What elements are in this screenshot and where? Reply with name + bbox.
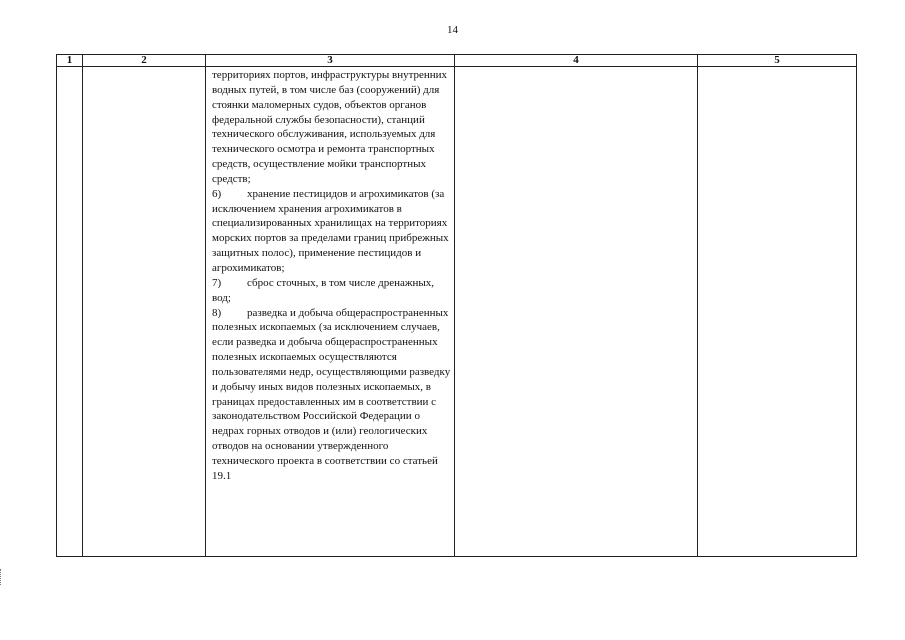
cell-column-5: [698, 67, 857, 557]
item-text: разведка и добыча общераспространенных полезных ископаемых (за исключением случаев, если разведка и добыча общераспространенных полезных ископаемых осуществляются пользователями недр, осуществляющими разведку и добычу иных видов полезных ископаемых, в границах предоставленных им в соответствии с законодательством Российской Федерации о недрах горных отводов и (или) геологических отводов на основании утвержденного технического проекта в соответствии со статьей 19.1: [212, 306, 451, 482]
list-item-7: [212, 276, 452, 306]
list-item-8: [212, 306, 452, 484]
intro-paragraph: территориях портов, инфраструктуры внутренних водных путей, в том числе баз (сооружений) для стоянки маломерных судов, объектов органов федеральной службы безопасности), станций технического обслуживания, используемых для технического осмотра и ремонта транспортных средств, осуществление мойки транспортных средств;: [212, 69, 448, 185]
item-text: сброс сточных, в том числе дренажных, вод;: [212, 276, 434, 304]
document-table: [56, 54, 857, 557]
item-text: хранение пестицидов и агрохимикатов (за исключением хранения агрохимикатов в специализированных хранилищах на территориях морских портов за пределами границ прибрежных защитных полос), применение пестицидов и агрохимикатов;: [212, 187, 449, 274]
column-header-3: 3: [206, 55, 455, 67]
column-header-2: 2: [83, 55, 206, 67]
cell-column-3: [206, 67, 455, 557]
list-item-6: [212, 187, 452, 276]
table-header-row: [57, 55, 857, 67]
column-header-4: 4: [455, 55, 698, 67]
column-header-1: 1: [57, 55, 83, 67]
item-number: 8): [212, 306, 222, 319]
item-number: 7): [212, 276, 222, 289]
column-header-5: 5: [698, 55, 857, 67]
binding-margin-mark: [0, 569, 6, 585]
cell-column-1: [57, 67, 83, 557]
cell-column-2: [83, 67, 206, 557]
item-number: 6): [212, 187, 222, 200]
table-row: [57, 67, 857, 557]
cell-column-4: [455, 67, 698, 557]
page-number: 14: [447, 24, 458, 36]
